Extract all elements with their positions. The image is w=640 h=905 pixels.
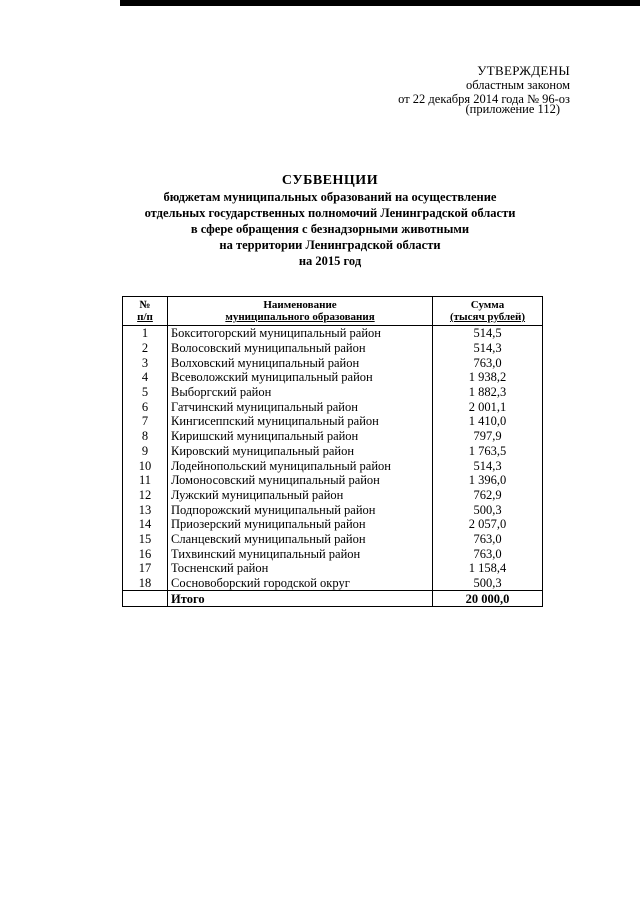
total-num-cell bbox=[123, 591, 168, 607]
row-amount: 500,3 bbox=[433, 502, 543, 517]
row-num: 4 bbox=[123, 370, 168, 385]
table-row bbox=[123, 576, 543, 591]
header-amount-line2: (тысяч рублей) bbox=[449, 311, 526, 323]
row-municipality: Лужский муниципальный район bbox=[168, 488, 433, 503]
table-row bbox=[123, 444, 543, 459]
row-municipality: Приозерский муниципальный район bbox=[168, 517, 433, 532]
document-title bbox=[0, 173, 640, 269]
header-num-line2: п/п bbox=[137, 311, 153, 323]
row-num: 17 bbox=[123, 561, 168, 576]
title-line: на территории Ленинградской области bbox=[219, 238, 441, 252]
row-municipality: Лодейнопольский муниципальный район bbox=[168, 458, 433, 473]
title-line: бюджетам муниципальных образований на осуществление bbox=[163, 190, 497, 204]
approval-law-label: областным законом bbox=[465, 78, 570, 92]
approval-law-date: от 22 декабря 2014 года № 96-оз bbox=[398, 92, 570, 106]
table-header-row bbox=[123, 297, 543, 326]
row-num: 7 bbox=[123, 414, 168, 429]
row-num: 16 bbox=[123, 546, 168, 561]
row-amount: 762,9 bbox=[433, 488, 543, 503]
row-amount: 514,5 bbox=[433, 326, 543, 341]
row-municipality: Волховский муниципальный район bbox=[168, 355, 433, 370]
row-amount: 514,3 bbox=[433, 341, 543, 356]
table-row bbox=[123, 473, 543, 488]
title-line: отдельных государственных полномочий Ленинградской области bbox=[144, 206, 516, 220]
approval-stamp bbox=[398, 64, 570, 116]
row-municipality: Киришский муниципальный район bbox=[168, 429, 433, 444]
row-num: 6 bbox=[123, 399, 168, 414]
row-num: 18 bbox=[123, 576, 168, 591]
total-row bbox=[123, 591, 543, 607]
row-amount: 1 158,4 bbox=[433, 561, 543, 576]
table-row bbox=[123, 326, 543, 341]
row-amount: 797,9 bbox=[433, 429, 543, 444]
table-row bbox=[123, 429, 543, 444]
header-name bbox=[168, 297, 433, 326]
row-num: 11 bbox=[123, 473, 168, 488]
row-num: 15 bbox=[123, 532, 168, 547]
total-label: Итого bbox=[168, 591, 433, 607]
row-num: 10 bbox=[123, 458, 168, 473]
header-num bbox=[123, 297, 168, 326]
row-municipality: Кингисеппский муниципальный район bbox=[168, 414, 433, 429]
table-row bbox=[123, 546, 543, 561]
row-municipality: Выборгский район bbox=[168, 385, 433, 400]
table-row bbox=[123, 517, 543, 532]
row-num: 1 bbox=[123, 326, 168, 341]
table-row bbox=[123, 341, 543, 356]
row-municipality: Ломоносовский муниципальный район bbox=[168, 473, 433, 488]
row-municipality: Волосовский муниципальный район bbox=[168, 341, 433, 356]
row-amount: 1 396,0 bbox=[433, 473, 543, 488]
row-num: 3 bbox=[123, 355, 168, 370]
row-amount: 763,0 bbox=[433, 355, 543, 370]
row-amount: 2 001,1 bbox=[433, 399, 543, 414]
table-row bbox=[123, 355, 543, 370]
table-row bbox=[123, 370, 543, 385]
table-row bbox=[123, 561, 543, 576]
row-num: 2 bbox=[123, 341, 168, 356]
table-row bbox=[123, 414, 543, 429]
row-municipality: Всеволожский муниципальный район bbox=[168, 370, 433, 385]
table-row bbox=[123, 385, 543, 400]
row-amount: 1 938,2 bbox=[433, 370, 543, 385]
approval-heading: УТВЕРЖДЕНЫ bbox=[477, 63, 570, 78]
row-municipality: Сосновоборский городской округ bbox=[168, 576, 433, 591]
header-num-line1: № bbox=[139, 299, 151, 311]
row-municipality: Сланцевский муниципальный район bbox=[168, 532, 433, 547]
header-amount bbox=[433, 297, 543, 326]
table-row bbox=[123, 502, 543, 517]
row-amount: 514,3 bbox=[433, 458, 543, 473]
row-amount: 500,3 bbox=[433, 576, 543, 591]
row-num: 5 bbox=[123, 385, 168, 400]
row-amount: 763,0 bbox=[433, 546, 543, 561]
row-municipality: Тихвинский муниципальный район bbox=[168, 546, 433, 561]
row-municipality: Бокситогорский муниципальный район bbox=[168, 326, 433, 341]
table-row bbox=[123, 458, 543, 473]
row-num: 9 bbox=[123, 444, 168, 459]
title-main: СУБВЕНЦИИ bbox=[281, 173, 379, 188]
title-line: на 2015 год bbox=[298, 254, 362, 268]
row-amount: 1 410,0 bbox=[433, 414, 543, 429]
row-municipality: Тосненский район bbox=[168, 561, 433, 576]
row-municipality: Кировский муниципальный район bbox=[168, 444, 433, 459]
subsidies-table bbox=[122, 296, 543, 607]
row-municipality: Гатчинский муниципальный район bbox=[168, 399, 433, 414]
row-amount: 1 882,3 bbox=[433, 385, 543, 400]
row-amount: 2 057,0 bbox=[433, 517, 543, 532]
row-amount: 763,0 bbox=[433, 532, 543, 547]
table-row bbox=[123, 399, 543, 414]
row-num: 8 bbox=[123, 429, 168, 444]
row-amount: 1 763,5 bbox=[433, 444, 543, 459]
table-row bbox=[123, 488, 543, 503]
header-name-line1: Наименование bbox=[263, 299, 337, 311]
row-num: 12 bbox=[123, 488, 168, 503]
table-row bbox=[123, 532, 543, 547]
title-line: в сфере обращения с безнадзорными животными bbox=[190, 222, 470, 236]
row-municipality: Подпорожский муниципальный район bbox=[168, 502, 433, 517]
total-amount: 20 000,0 bbox=[433, 591, 543, 607]
header-name-line2: муниципального образования bbox=[225, 311, 375, 323]
scan-edge-mark bbox=[120, 0, 640, 6]
approval-appendix: (приложение 112) bbox=[465, 102, 560, 116]
header-amount-line1: Сумма bbox=[470, 299, 505, 311]
row-num: 13 bbox=[123, 502, 168, 517]
row-num: 14 bbox=[123, 517, 168, 532]
table-body bbox=[123, 326, 543, 591]
